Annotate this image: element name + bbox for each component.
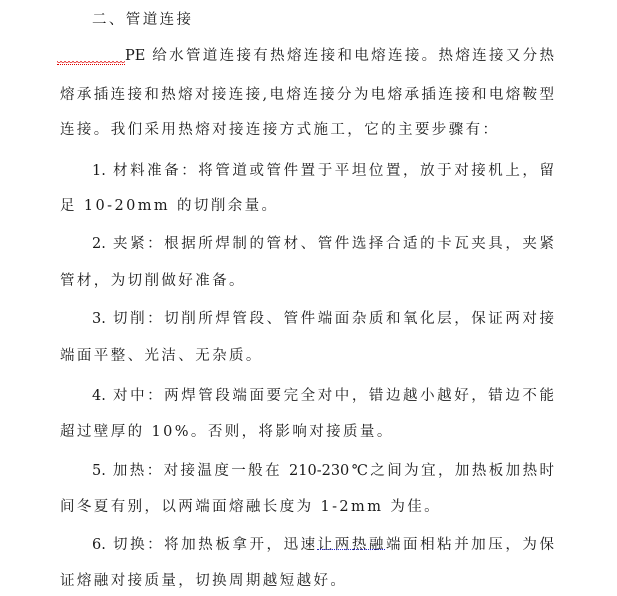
section-heading: 二、管道连接 (92, 12, 194, 28)
step-2-line-2: 管材，为切削做好准备。 (60, 273, 246, 289)
step-3-line-2: 端面平整、光洁、无杂质。 (60, 348, 263, 364)
step-3-line-1: 3. 切削：切削所焊管段、管件端面杂质和氧化层，保证两对接 (92, 311, 554, 327)
grammar-error-underline[interactable] (317, 546, 385, 550)
spelling-error-underline[interactable] (57, 61, 125, 65)
step-6-line-2: 证熔融对接质量，切换周期越短越好。 (60, 573, 348, 589)
step-6-line-1: 6. 切换：将加热板拿开，迅速让两热融端面相粘并加压，为保 (92, 537, 554, 553)
step-4-line-2: 超过壁厚的 10%。否则，将影响对接质量。 (60, 424, 394, 440)
step-4-line-1: 4. 对中：两焊管段端面要完全对中，错边越小越好，错边不能 (92, 388, 554, 404)
intro-line-1: PE 给水管道连接有热熔连接和电熔连接。热熔连接又分热 (125, 48, 554, 64)
step-1-line-1: 1. 材料准备：将管道或管件置于平坦位置，放于对接机上，留 (92, 163, 554, 179)
intro-line-2: 熔承插连接和热熔对接连接,电熔连接分为电熔承插连接和电熔鞍型 (60, 87, 554, 103)
intro-line-3: 连接。我们采用热熔对接连接方式施工，它的主要步骤有： (60, 122, 500, 138)
step-5-line-2: 间冬夏有别，以两端面熔融长度为 1-2mm 为佳。 (60, 499, 442, 515)
step-1-line-2: 足 10-20mm 的切削余量。 (60, 198, 279, 214)
step-2-line-1: 2. 夹紧：根据所焊制的管材、管件选择合适的卡瓦夹具，夹紧 (92, 236, 554, 252)
step-5-line-1: 5. 加热：对接温度一般在 210-230℃之间为宜，加热板加热时 (92, 463, 554, 479)
